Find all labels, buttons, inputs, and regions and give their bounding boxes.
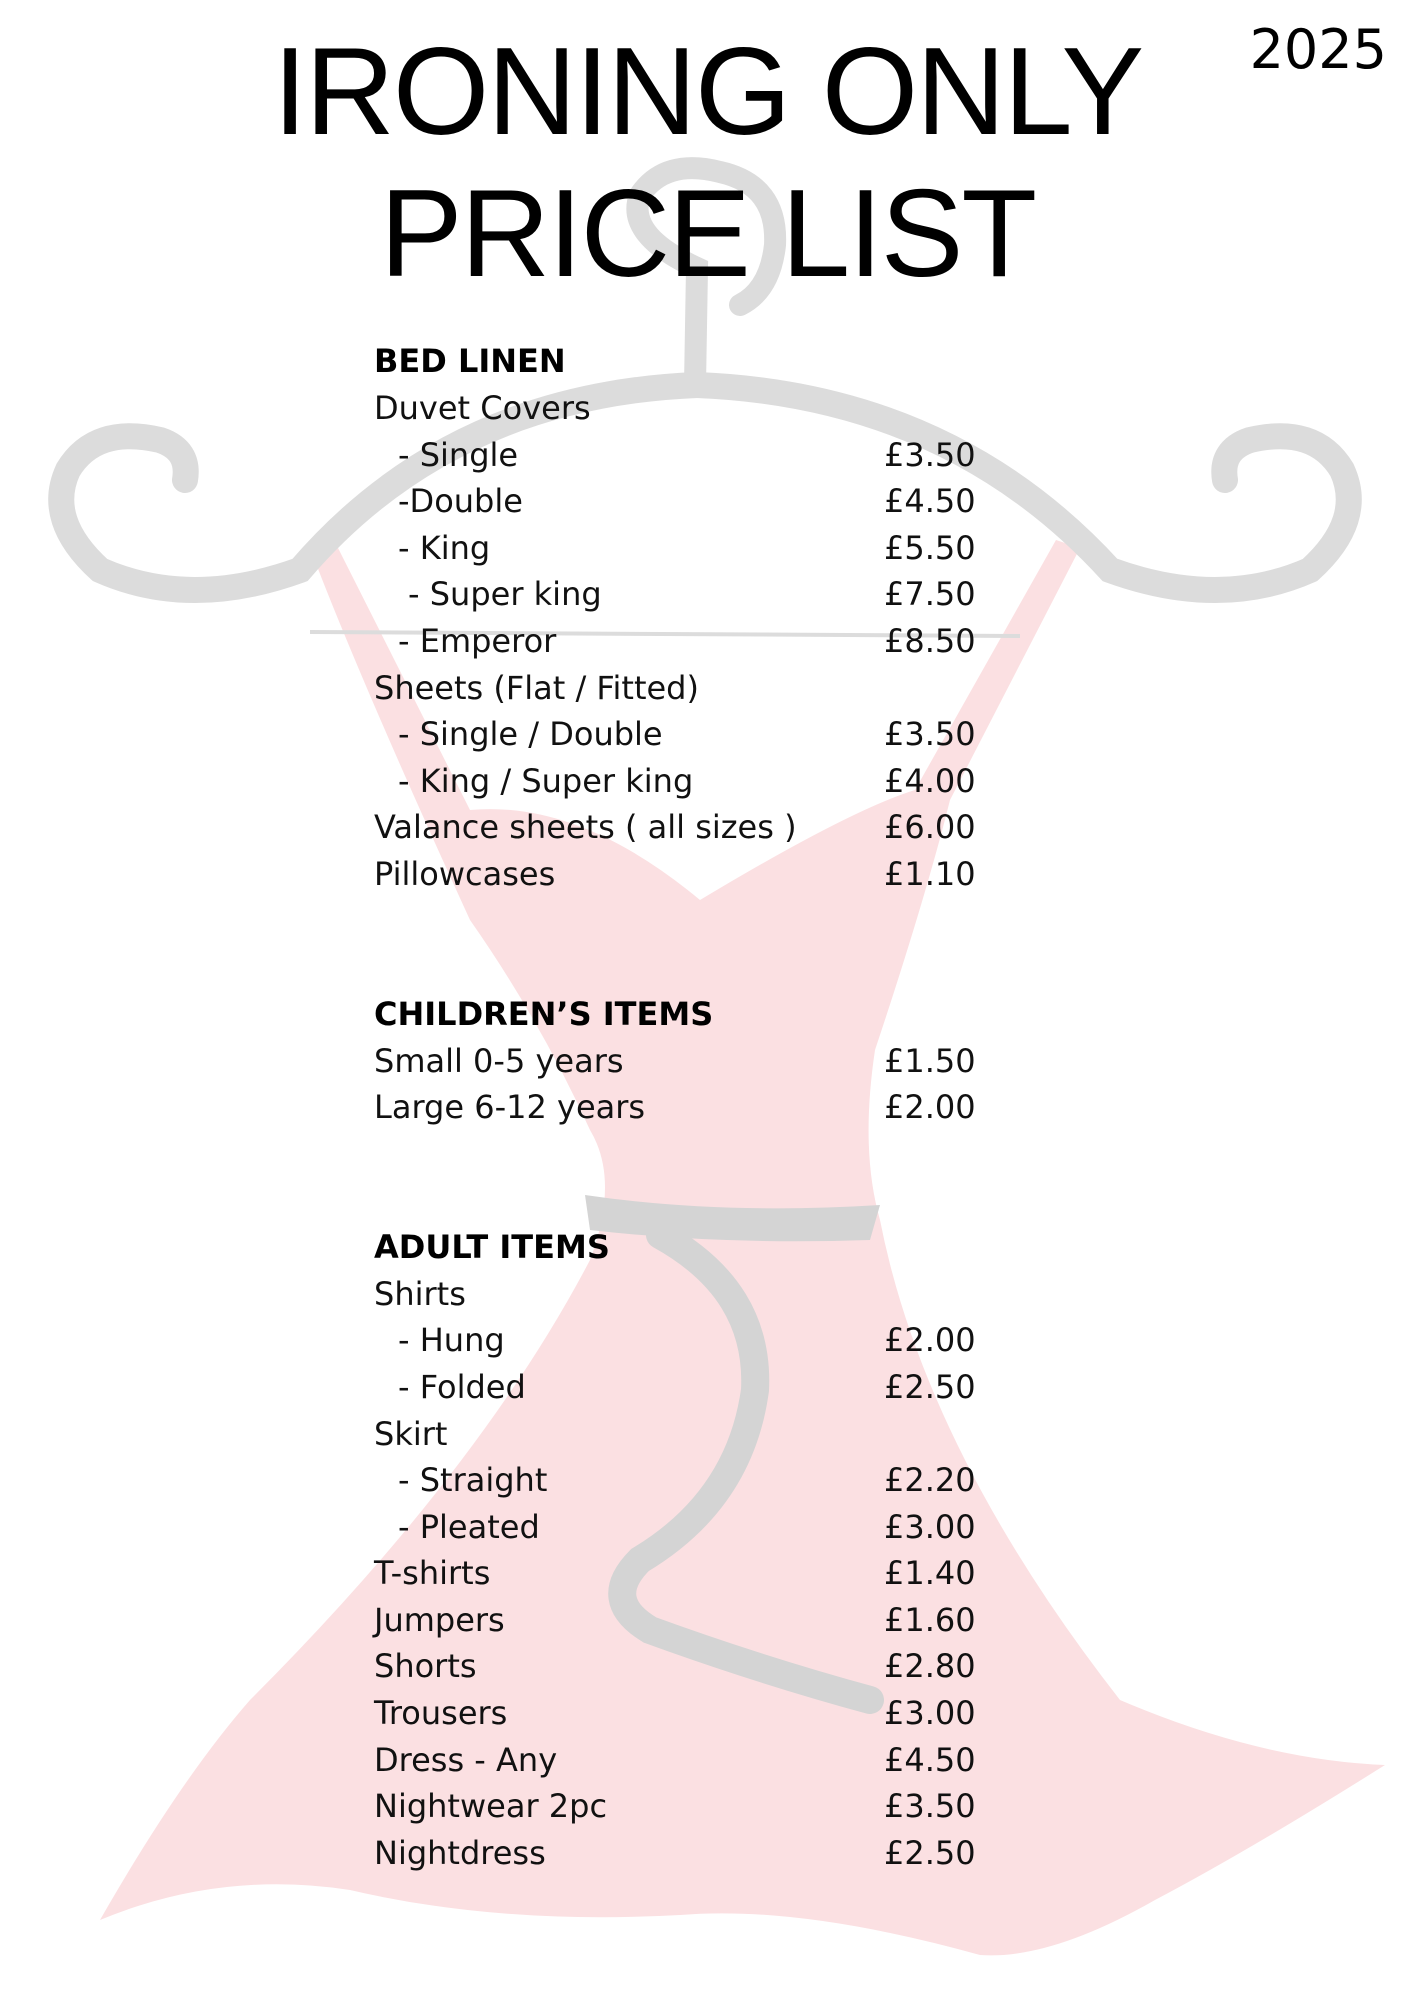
price-row bbox=[374, 1690, 1014, 1737]
item-price: £2.80 bbox=[884, 1647, 976, 1686]
price-row bbox=[374, 1411, 1014, 1458]
item-price: £1.50 bbox=[884, 1041, 976, 1080]
item-name: Nightwear 2pc bbox=[374, 1787, 608, 1826]
price-row bbox=[374, 1643, 1014, 1690]
item-name: Nightdress bbox=[374, 1833, 546, 1872]
item-name: - King bbox=[398, 528, 491, 567]
item-price: £2.50 bbox=[884, 1833, 976, 1872]
page-title-line-2: PRICE LIST bbox=[379, 165, 1036, 303]
item-name: Shorts bbox=[374, 1647, 477, 1686]
price-row bbox=[374, 804, 1014, 851]
item-price: £8.50 bbox=[884, 621, 976, 660]
item-name: - Pleated bbox=[398, 1507, 540, 1546]
price-row bbox=[374, 1038, 1014, 1085]
item-name: - Super king bbox=[408, 575, 602, 614]
item-price: £1.40 bbox=[884, 1554, 976, 1593]
item-name: Trousers bbox=[374, 1694, 508, 1733]
item-name: Dress - Any bbox=[374, 1740, 558, 1779]
price-row bbox=[374, 618, 1014, 665]
item-name: - Hung bbox=[398, 1321, 505, 1360]
year-label: 2025 bbox=[1249, 18, 1387, 81]
item-price: £3.50 bbox=[884, 715, 976, 754]
price-row bbox=[374, 571, 1014, 618]
price-row bbox=[374, 525, 1014, 572]
price-row bbox=[374, 1504, 1014, 1551]
item-price: £5.50 bbox=[884, 528, 976, 567]
price-row bbox=[374, 1830, 1014, 1877]
item-price: £4.50 bbox=[884, 482, 976, 521]
price-row bbox=[374, 1597, 1014, 1644]
item-name: Sheets (Flat / Fitted) bbox=[374, 668, 699, 707]
price-row bbox=[374, 1271, 1014, 1318]
item-name: Duvet Covers bbox=[374, 389, 591, 427]
item-price: £1.60 bbox=[884, 1600, 976, 1639]
price-row bbox=[374, 758, 1014, 805]
section-spacer bbox=[374, 1131, 1014, 1224]
item-name: - Folded bbox=[398, 1367, 526, 1406]
price-row bbox=[374, 1550, 1014, 1597]
section-spacer bbox=[374, 898, 1014, 991]
item-name: Skirt bbox=[374, 1414, 448, 1453]
price-row bbox=[374, 1783, 1014, 1830]
item-name: - Straight bbox=[398, 1461, 548, 1500]
item-price: £7.50 bbox=[884, 575, 976, 614]
price-row bbox=[374, 851, 1014, 898]
item-name: - King / Super king bbox=[398, 761, 694, 800]
item-name: Shirts bbox=[374, 1274, 466, 1313]
item-name: Small 0-5 years bbox=[374, 1041, 624, 1080]
section-heading-bed-linen: BED LINEN bbox=[374, 342, 566, 380]
price-row bbox=[374, 1317, 1014, 1364]
item-name: -Double bbox=[398, 482, 523, 521]
item-name: Large 6-12 years bbox=[374, 1088, 646, 1127]
item-price: £3.50 bbox=[884, 1787, 976, 1826]
item-name: T-shirts bbox=[374, 1554, 491, 1593]
price-row bbox=[374, 478, 1014, 525]
item-price: £4.50 bbox=[884, 1740, 976, 1779]
item-price: £3.00 bbox=[884, 1507, 976, 1546]
section-heading-childrens-items: CHILDREN’S ITEMS bbox=[374, 994, 714, 1033]
item-price: £1.10 bbox=[884, 854, 976, 893]
section-heading-adult-items: ADULT ITEMS bbox=[374, 1227, 610, 1266]
price-row bbox=[374, 1084, 1014, 1131]
item-name: - Single bbox=[398, 435, 519, 474]
item-price: £2.50 bbox=[884, 1367, 976, 1406]
item-price: £6.00 bbox=[884, 808, 976, 847]
price-row bbox=[374, 1737, 1014, 1784]
item-price: £2.20 bbox=[884, 1461, 976, 1500]
item-name: Pillowcases bbox=[374, 854, 556, 893]
item-price: £2.00 bbox=[884, 1321, 976, 1360]
item-name: Jumpers bbox=[374, 1600, 505, 1639]
price-row bbox=[374, 711, 1014, 758]
price-row bbox=[374, 665, 1014, 712]
item-price: £2.00 bbox=[884, 1088, 976, 1127]
item-name: Valance sheets ( all sizes ) bbox=[374, 808, 797, 847]
item-name: - Single / Double bbox=[398, 715, 663, 754]
page-title-line-1: IRONING ONLY bbox=[272, 23, 1143, 161]
item-price: £4.00 bbox=[884, 761, 976, 800]
item-name: - Emperor bbox=[398, 621, 557, 660]
item-price: £3.00 bbox=[884, 1694, 976, 1733]
price-row bbox=[374, 1364, 1014, 1411]
item-price: £3.50 bbox=[884, 435, 976, 474]
price-row bbox=[374, 385, 1014, 432]
price-row bbox=[374, 432, 1014, 479]
price-row bbox=[374, 1457, 1014, 1504]
price-list bbox=[374, 338, 1014, 1876]
